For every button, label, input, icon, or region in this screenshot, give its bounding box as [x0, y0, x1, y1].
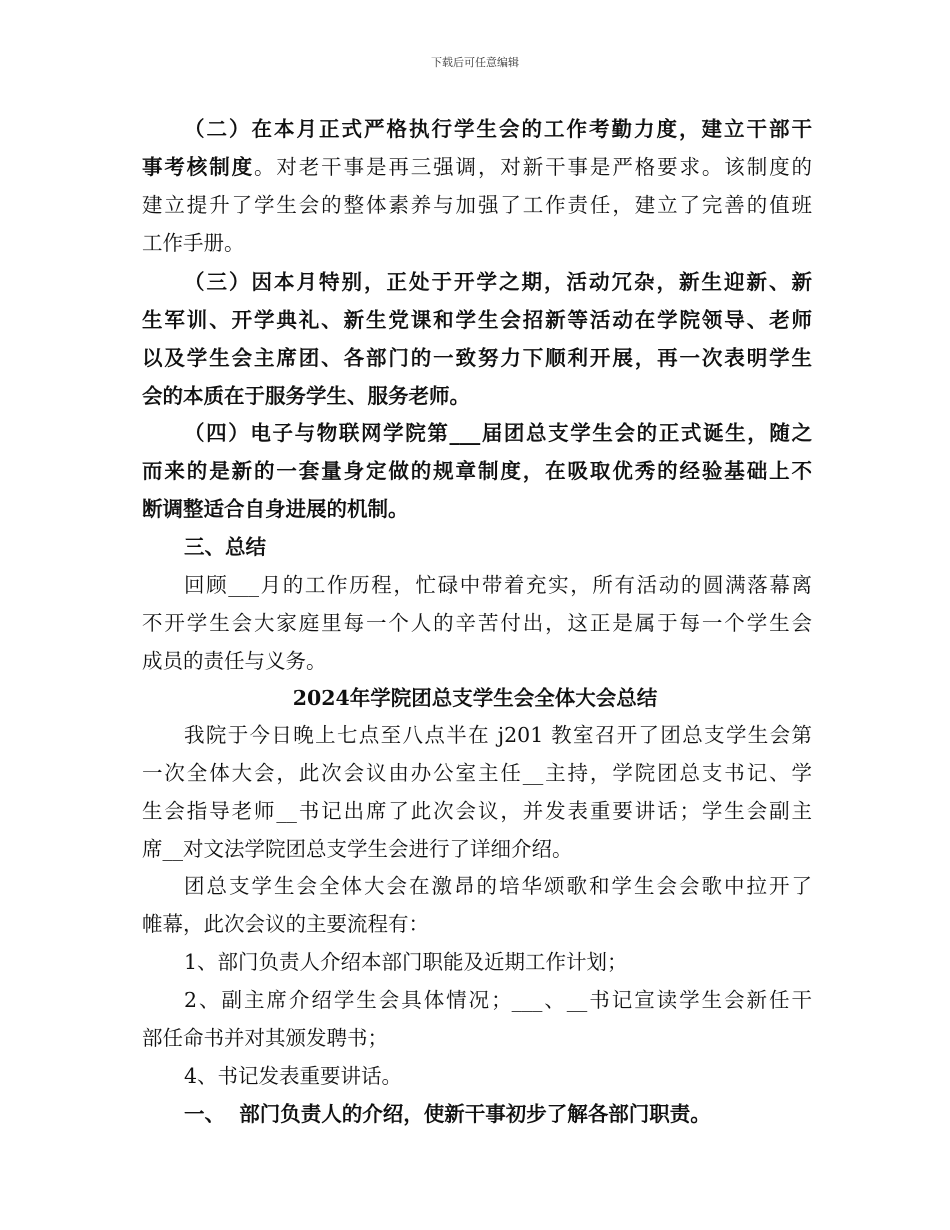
para2-line1: 团总支学生会全体大会在激昂的培华颂歌和学生会会歌中拉开了 [184, 874, 812, 898]
summary-line3: 成员的责任与义务。 [142, 649, 327, 673]
para1-line3: 生会指导老师__书记出席了此次会议，并发表重要讲话；学生会副主 [142, 799, 812, 823]
section4-line2: 而来的是新的一套量身定做的规章制度，在吸取优秀的经验基础上不 [142, 459, 812, 483]
section2-line3: 建立提升了学生会的整体素养与加强了工作责任，建立了完善的值班 [142, 193, 812, 217]
section2-line4: 工作手册。 [142, 231, 245, 255]
list-item-1: 1、部门负责人介绍本部门职能及近期工作计划； [184, 950, 628, 974]
section2-line1: （二）在本月正式严格执行学生会的工作考勤力度，建立干部干 [184, 117, 812, 141]
summary-line2: 不开学生会大家庭里每一个人的辛苦付出，这正是属于每一个学生会 [142, 611, 812, 635]
list-item-2-line2: 部任命书并对其颁发聘书； [142, 1026, 388, 1050]
section4-line3: 断调整适合自身进展的机制。 [142, 497, 409, 521]
para1-line1: 我院于今日晚上七点至八点半在 j201 教室召开了团总支学生会第 [184, 723, 812, 747]
section3-line2: 生军训、开学典礼、新生党课和学生会招新等活动在学院领导、老师 [142, 308, 812, 332]
list-item-2-line1: 2、副主席介绍学生会具体情况；___、__书记宣读学生会新任干 [184, 988, 812, 1012]
section2-bold-term: 事考核制度 [142, 155, 254, 179]
section2-line2 [142, 154, 812, 180]
para1-line2: 一次全体大会，此次会议由办公室主任__主持，学院团总支书记、学 [142, 761, 812, 785]
section-heading-1: 一、 部门负责人的介绍，使新干事初步了解各部门职责。 [184, 1102, 711, 1126]
para1-line4: 席__对文法学院团总支学生会进行了详细介绍。 [142, 837, 573, 861]
section4-line1: （四）电子与物联网学院第___届团总支学生会的正式诞生，随之 [184, 421, 812, 445]
summary-line1: 回顾___月的工作历程，忙碌中带着充实，所有活动的圆满落幕离 [184, 573, 812, 597]
section3-line4: 会的本质在于服务学生、服务老师。 [142, 384, 470, 408]
para2-line2: 帷幕，此次会议的主要流程有： [142, 912, 429, 936]
document-title: 2024年学院团总支学生会全体大会总结 [292, 686, 658, 710]
section2-line2-rest: 。对老干事是再三强调，对新干事是严格要求。该制度的 [253, 155, 813, 179]
page-header: 下载后可任意编辑 [431, 56, 519, 69]
list-item-4: 4、书记发表重要讲话。 [184, 1064, 403, 1088]
section3-line3: 以及学生会主席团、各部门的一致努力下顺利开展，再一次表明学生 [142, 346, 812, 370]
summary-heading: 三、总结 [184, 535, 266, 559]
section3-line1: （三）因本月特别，正处于开学之期，活动冗杂，新生迎新、新 [184, 270, 812, 294]
